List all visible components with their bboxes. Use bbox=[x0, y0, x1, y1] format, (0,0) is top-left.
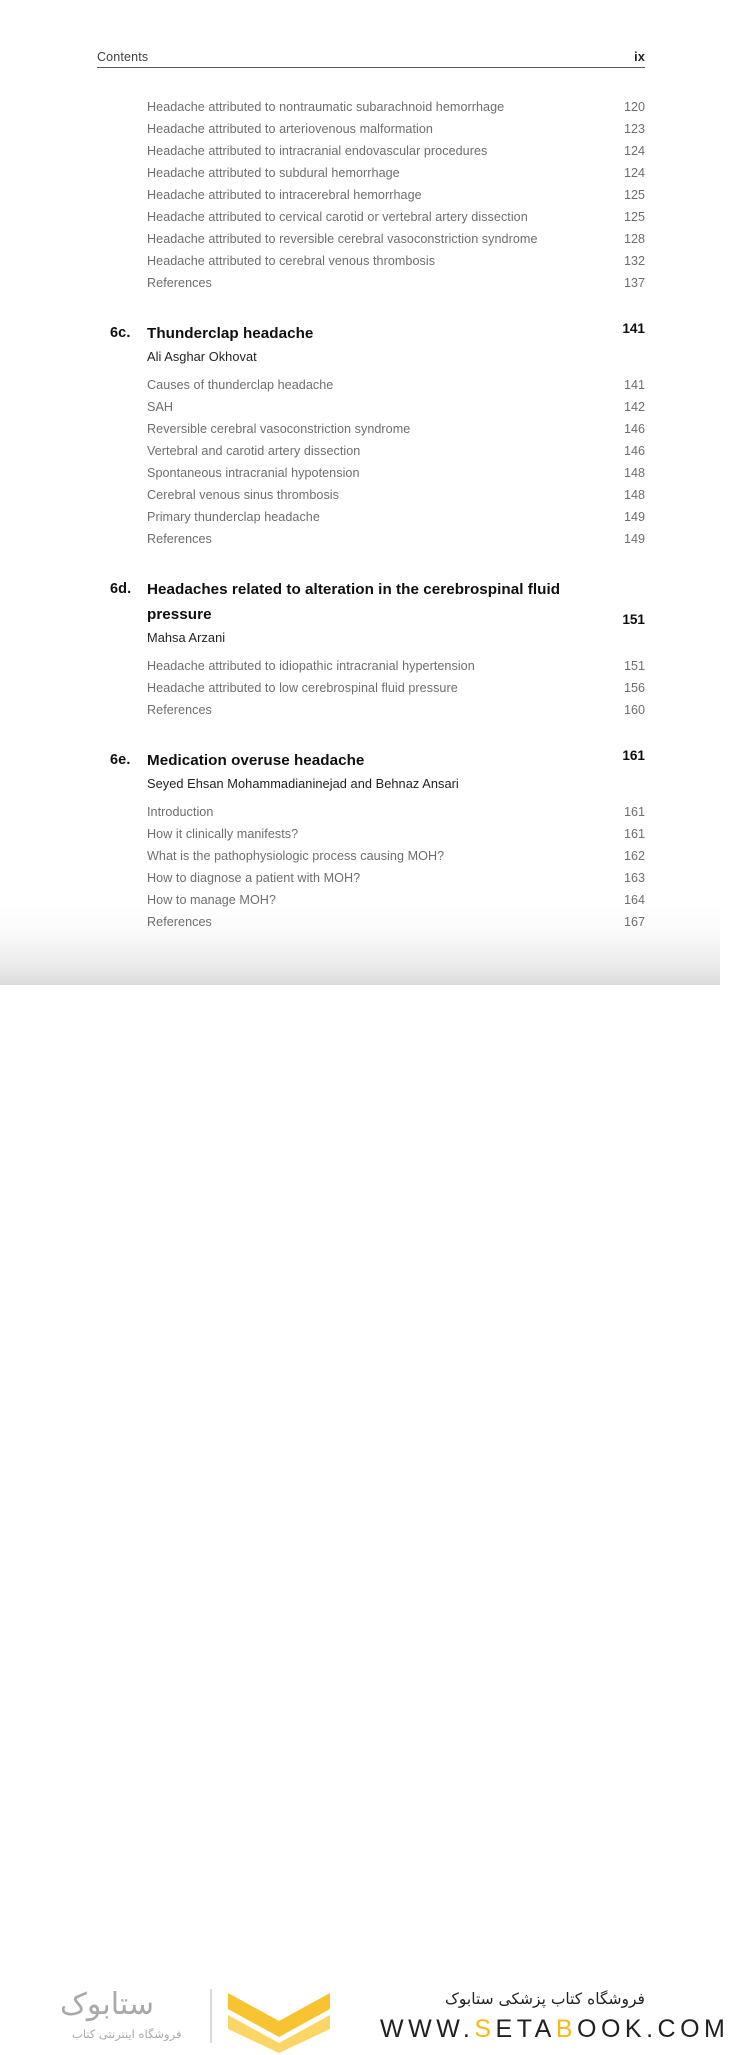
toc-entry[interactable] bbox=[0, 122, 720, 144]
toc-entry-title: Vertebral and carotid artery dissection bbox=[147, 444, 361, 458]
toc-entry-page-number: 124 bbox=[623, 166, 645, 180]
toc-entry-page-number: 167 bbox=[623, 915, 645, 929]
chapter-page-number: 141 bbox=[622, 321, 645, 336]
toc-entry[interactable] bbox=[0, 188, 720, 210]
toc-entry-page-number: 162 bbox=[623, 849, 645, 863]
toc-entry-page-number: 148 bbox=[623, 466, 645, 480]
toc-entry[interactable] bbox=[0, 400, 720, 422]
toc-chapter-heading[interactable] bbox=[0, 321, 720, 346]
toc-entry-title: How to manage MOH? bbox=[147, 893, 276, 907]
toc-entry-page-number: 164 bbox=[623, 893, 645, 907]
toc-entry-title: Headache attributed to subdural hemorrhage bbox=[147, 166, 400, 180]
toc-entry-page-number: 160 bbox=[623, 703, 645, 717]
toc-entry-title: Headache attributed to idiopathic intracranial hypertension bbox=[147, 659, 475, 673]
toc-entry-title: Causes of thunderclap headache bbox=[147, 378, 334, 392]
page-folio: ix bbox=[634, 50, 645, 64]
chapter-authors: Mahsa Arzani bbox=[147, 630, 226, 645]
toc-entry-title: Headache attributed to cerebral venous thrombosis bbox=[147, 254, 436, 268]
toc-entry-title: What is the pathophysiologic process causing MOH? bbox=[147, 849, 445, 863]
toc-entry[interactable] bbox=[0, 915, 720, 937]
setabook-logo[interactable] bbox=[52, 1983, 352, 2055]
toc-entry-page-number: 125 bbox=[623, 188, 645, 202]
toc-chapter-heading[interactable] bbox=[0, 748, 720, 773]
toc-entry-title: Cerebral venous sinus thrombosis bbox=[147, 488, 339, 502]
toc-entry[interactable] bbox=[0, 703, 720, 725]
toc-entry-title: Headache attributed to reversible cerebral vasoconstriction syndrome bbox=[147, 232, 538, 246]
toc-chapter-block bbox=[0, 321, 720, 554]
toc-entry-page-number: 151 bbox=[623, 659, 645, 673]
logo-tagline-persian: فروشگاه اینترنتی کتاب bbox=[72, 2027, 182, 2041]
chapter-number: 6d. bbox=[110, 581, 132, 597]
toc-entry[interactable] bbox=[0, 827, 720, 849]
toc-entry[interactable] bbox=[0, 681, 720, 703]
toc-entry-page-number: 163 bbox=[623, 871, 645, 885]
toc-entry-title: References bbox=[147, 532, 212, 546]
toc-entry-page-number: 120 bbox=[623, 100, 645, 114]
toc-entry[interactable] bbox=[0, 893, 720, 915]
authors-spacer bbox=[0, 364, 720, 378]
url-letter-s: S bbox=[474, 2015, 496, 2043]
toc-entry-page-number: 137 bbox=[623, 276, 645, 290]
logo-wordmark-persian: ستابوک bbox=[60, 1987, 155, 2022]
toc-entry-page-number: 141 bbox=[623, 378, 645, 392]
toc-entry[interactable] bbox=[0, 422, 720, 444]
toc-chapter-block bbox=[0, 577, 720, 725]
chapter-number: 6c. bbox=[110, 325, 131, 341]
toc-entry[interactable] bbox=[0, 378, 720, 400]
brand-tagline-persian: فروشگاه کتاب پزشکی ستابوک bbox=[445, 1990, 645, 2008]
toc-entry-title: References bbox=[147, 915, 212, 929]
toc-entry[interactable] bbox=[0, 210, 720, 232]
url-letter-b: B bbox=[555, 2015, 577, 2043]
running-head-title: Contents bbox=[97, 50, 149, 64]
toc-entry[interactable] bbox=[0, 276, 720, 298]
toc-entry-page-number: 149 bbox=[623, 510, 645, 524]
chapter-page-number: 161 bbox=[622, 748, 645, 763]
toc-entry-title: References bbox=[147, 276, 212, 290]
toc-entry[interactable] bbox=[0, 849, 720, 871]
toc-entry-title: How it clinically manifests? bbox=[147, 827, 299, 841]
chapter-page-number: 151 bbox=[622, 612, 645, 627]
toc-entry-title: Introduction bbox=[147, 805, 214, 819]
running-head bbox=[97, 50, 645, 68]
toc-entry-page-number: 156 bbox=[623, 681, 645, 695]
chevron-mark-icon bbox=[224, 1991, 334, 2053]
section-spacer bbox=[0, 725, 720, 748]
toc-entry-page-number: 149 bbox=[623, 532, 645, 546]
toc-entry-page-number: 142 bbox=[623, 400, 645, 414]
toc-entry[interactable] bbox=[0, 144, 720, 166]
toc-entry-title: Headache attributed to intracerebral hemorrhage bbox=[147, 188, 422, 202]
toc-entry-page-number: 148 bbox=[623, 488, 645, 502]
toc-entry[interactable] bbox=[0, 805, 720, 827]
chapter-authors: Seyed Ehsan Mohammadianinejad and Behnaz Ansari bbox=[147, 776, 459, 791]
url-letters-eta: ETA bbox=[495, 2015, 556, 2043]
chapter-title: Headaches related to alteration in the cerebrospinal fluid pressure bbox=[147, 581, 561, 623]
toc-entry-page-number: 161 bbox=[623, 805, 645, 819]
brand-url[interactable] bbox=[380, 2015, 729, 2044]
toc-entry[interactable] bbox=[0, 232, 720, 254]
toc-entry-page-number: 125 bbox=[623, 210, 645, 224]
logo-divider bbox=[210, 1989, 212, 2043]
toc-entry-page-number: 132 bbox=[623, 254, 645, 268]
footer-watermark-bar bbox=[0, 985, 729, 2043]
toc-entry[interactable] bbox=[0, 466, 720, 488]
url-prefix: WWW. bbox=[380, 2015, 475, 2043]
toc-entry[interactable] bbox=[0, 871, 720, 893]
toc-entry-title: Headache attributed to cervical carotid or vertebral artery dissection bbox=[147, 210, 528, 224]
toc-chapter-block bbox=[0, 748, 720, 937]
toc-entry[interactable] bbox=[0, 510, 720, 532]
toc-entry[interactable] bbox=[0, 488, 720, 510]
toc-chapter-heading[interactable] bbox=[0, 577, 720, 627]
toc-entry[interactable] bbox=[0, 254, 720, 276]
toc-entry-title: Primary thunderclap headache bbox=[147, 510, 320, 524]
toc-entry[interactable] bbox=[0, 100, 720, 122]
chapter-number: 6e. bbox=[110, 752, 131, 768]
toc-entry-page-number: 146 bbox=[623, 444, 645, 458]
section-spacer bbox=[0, 554, 720, 577]
toc-entry-title: Spontaneous intracranial hypotension bbox=[147, 466, 360, 480]
authors-spacer bbox=[0, 645, 720, 659]
toc-entry-title: Headache attributed to arteriovenous malformation bbox=[147, 122, 433, 136]
toc-entry-page-number: 123 bbox=[623, 122, 645, 136]
toc-entry-page-number: 124 bbox=[623, 144, 645, 158]
toc-entry-title: How to diagnose a patient with MOH? bbox=[147, 871, 361, 885]
toc-entry[interactable] bbox=[0, 532, 720, 554]
toc-entry-page-number: 128 bbox=[623, 232, 645, 246]
toc-entry-title: References bbox=[147, 703, 212, 717]
toc-entry[interactable] bbox=[0, 166, 720, 188]
toc-entry-page-number: 146 bbox=[623, 422, 645, 436]
toc-entry[interactable] bbox=[0, 444, 720, 466]
chapter-title: Thunderclap headache bbox=[147, 325, 314, 342]
chapter-authors: Ali Asghar Okhovat bbox=[147, 349, 257, 364]
section-spacer bbox=[0, 298, 720, 321]
toc-entry-title: Headache attributed to low cerebrospinal fluid pressure bbox=[147, 681, 458, 695]
authors-spacer bbox=[0, 791, 720, 805]
toc-entry-title: SAH bbox=[147, 400, 174, 414]
toc-entry-block bbox=[0, 100, 720, 298]
setabook-brand-text bbox=[380, 1987, 729, 2044]
toc-entry-title: Headache attributed to intracranial endovascular procedures bbox=[147, 144, 488, 158]
toc-entry-title: Headache attributed to nontraumatic subarachnoid hemorrhage bbox=[147, 100, 505, 114]
toc-entry-title: Reversible cerebral vasoconstriction syndrome bbox=[147, 422, 411, 436]
toc-entry-page-number: 161 bbox=[623, 827, 645, 841]
table-of-contents bbox=[0, 100, 720, 937]
chapter-title: Medication overuse headache bbox=[147, 752, 365, 769]
url-suffix: OOK.COM bbox=[577, 2015, 729, 2043]
toc-entry[interactable] bbox=[0, 659, 720, 681]
